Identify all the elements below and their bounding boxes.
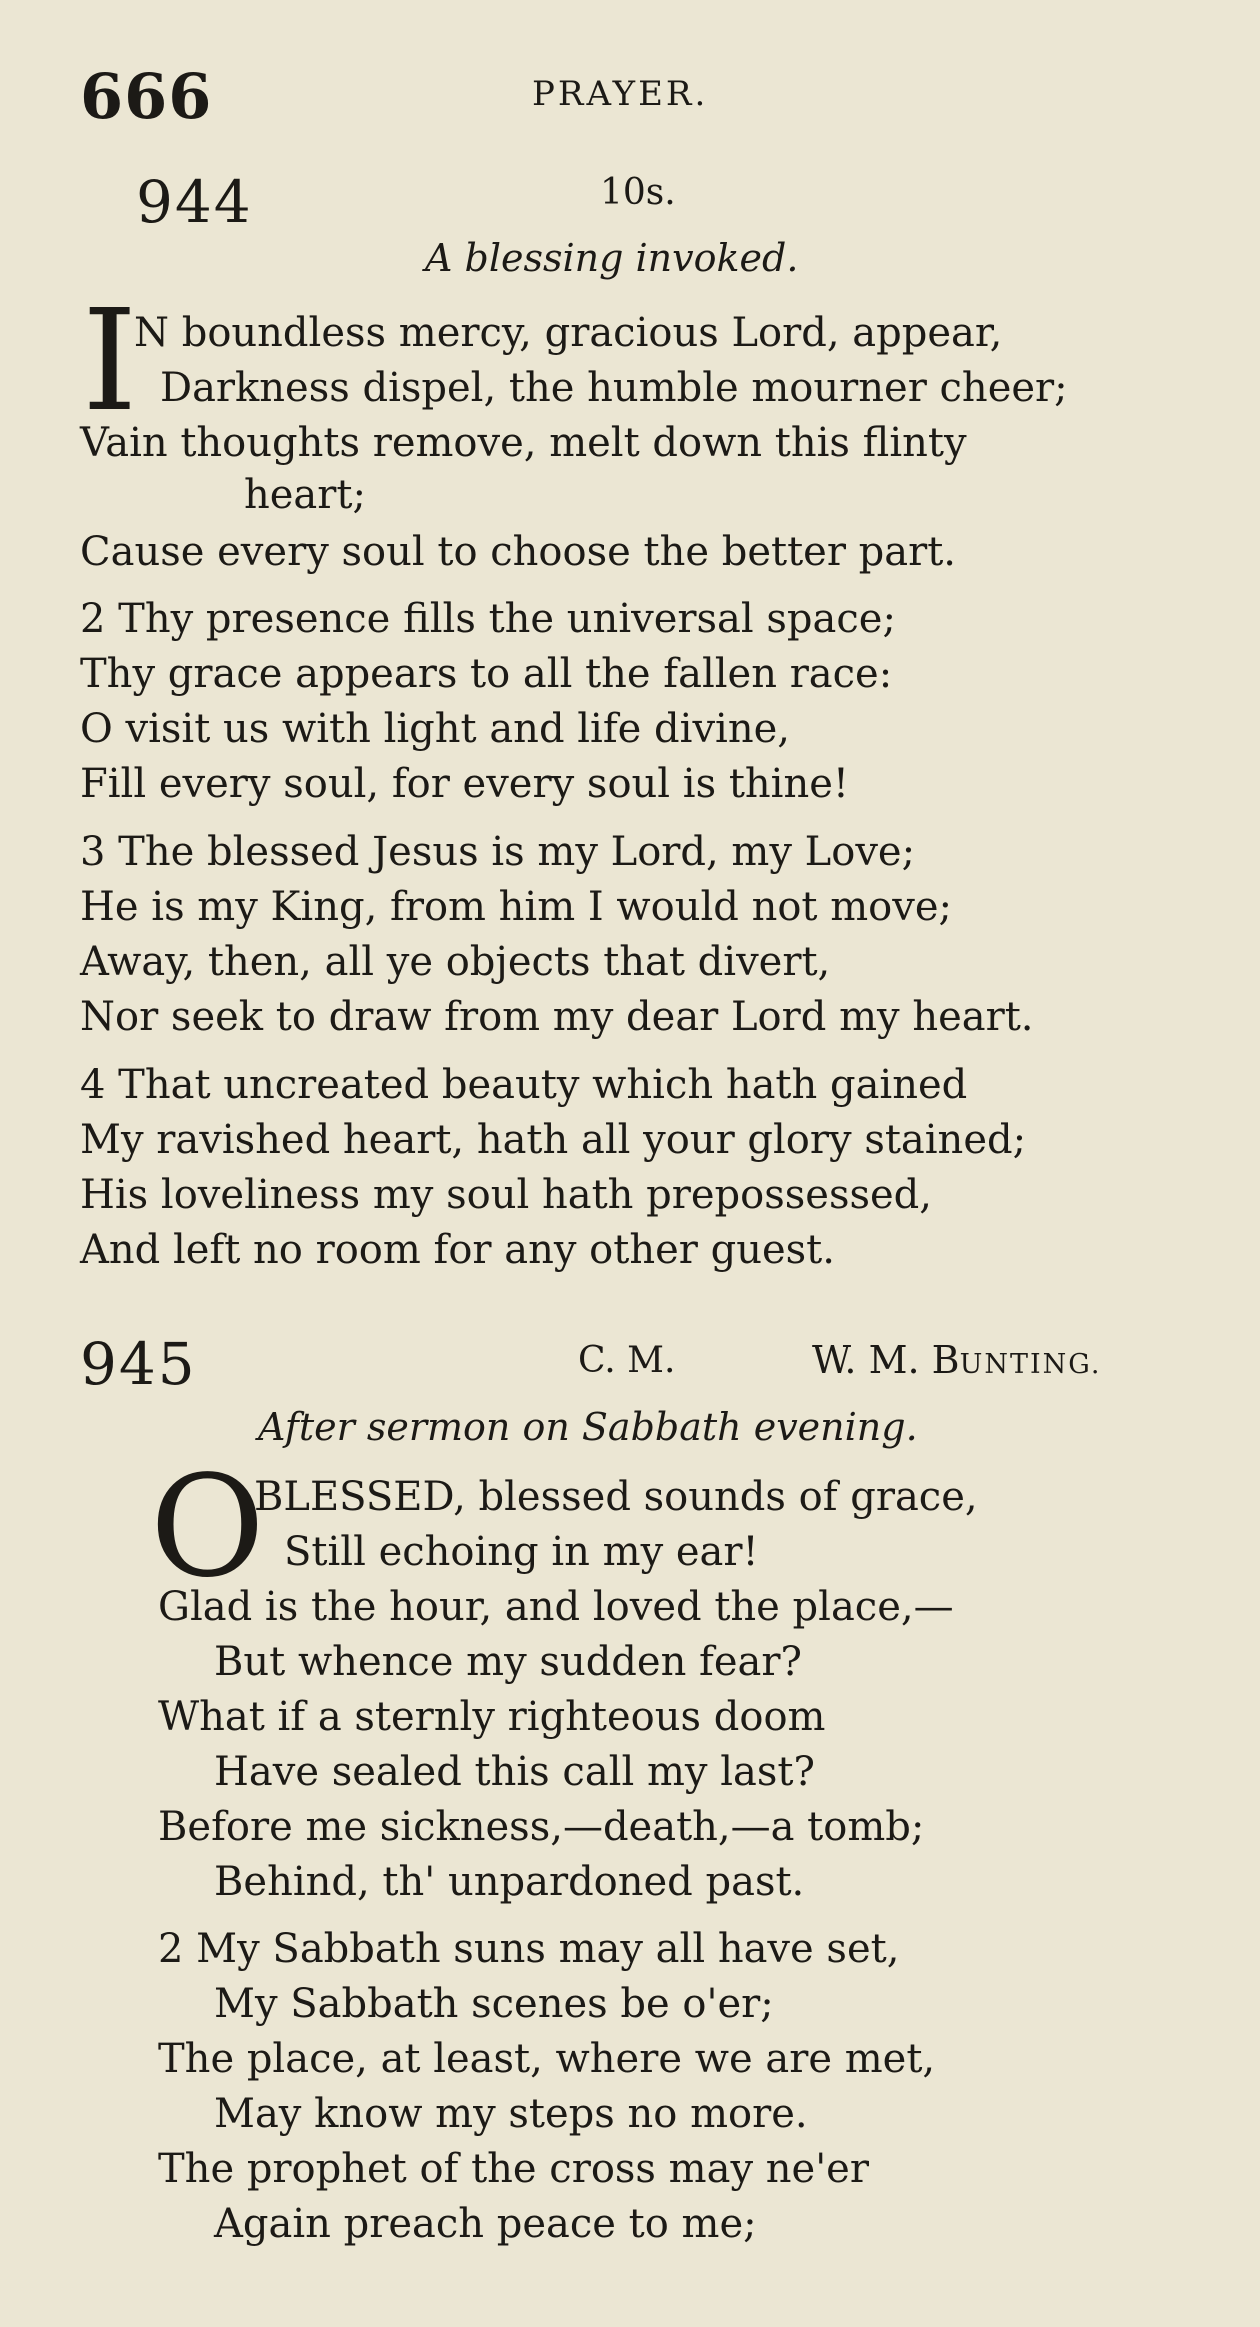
verse-line: Thy grace appears to all the fallen race: xyxy=(80,651,893,697)
verse-line: And left no room for any other guest. xyxy=(80,1227,835,1273)
verse-line: Fill every soul, for every soul is thine! xyxy=(80,761,849,807)
verse-line: Have sealed this call my last? xyxy=(214,1749,815,1795)
verse-line: O visit us with light and life divine, xyxy=(80,706,790,752)
verse-line: BLESSED, blessed sounds of grace, xyxy=(254,1474,978,1520)
running-title: PRAYER. xyxy=(532,74,709,114)
verse-line: 3 The blessed Jesus is my Lord, my Love; xyxy=(80,829,916,875)
verse-line: Glad is the hour, and loved the place,— xyxy=(158,1584,954,1630)
verse-line: 2 My Sabbath suns may all have set, xyxy=(158,1926,900,1972)
page-number: 666 xyxy=(80,60,213,133)
hymn-meter: 10s. xyxy=(600,172,676,213)
verse-line: What if a sternly righteous doom xyxy=(158,1694,826,1740)
verse-line: heart; xyxy=(244,472,366,518)
hymn-number: 945 xyxy=(80,1330,197,1398)
hymn-meter: C. M. xyxy=(578,1340,676,1381)
verse-line: Before me sickness,—death,—a tomb; xyxy=(158,1804,925,1850)
drop-cap: O xyxy=(150,1446,265,1609)
verse-line: My ravished heart, hath all your glory stained; xyxy=(80,1117,1027,1163)
verse-line: Still echoing in my ear! xyxy=(284,1529,759,1575)
verse-line: Cause every soul to choose the better part. xyxy=(80,529,957,575)
verse-line: Again preach peace to me; xyxy=(214,2201,757,2247)
verse-line: 2 Thy presence fills the universal space; xyxy=(80,596,896,642)
verse-line: He is my King, from him I would not move; xyxy=(80,884,952,930)
drop-cap: I xyxy=(82,280,138,443)
verse-line: His loveliness my soul hath prepossessed, xyxy=(80,1172,932,1218)
verse-line: Nor seek to draw from my dear Lord my heart. xyxy=(80,994,1034,1040)
verse-line: My Sabbath scenes be o'er; xyxy=(214,1981,774,2027)
verse-line: Vain thoughts remove, melt down this flinty xyxy=(80,420,967,466)
verse-line: May know my steps no more. xyxy=(214,2091,808,2137)
verse-line: Away, then, all ye objects that divert, xyxy=(80,939,831,985)
author-initials: W. M. B xyxy=(812,1338,960,1382)
verse-line: 4 That uncreated beauty which hath gained xyxy=(80,1062,968,1108)
author-surname: UNTING. xyxy=(959,1349,1102,1380)
hymn-number: 944 xyxy=(136,168,253,236)
hymn-author xyxy=(812,1338,1101,1382)
verse-line: But whence my sudden fear? xyxy=(214,1639,802,1685)
hymn-subtitle: After sermon on Sabbath evening. xyxy=(258,1405,918,1449)
verse-line: The prophet of the cross may ne'er xyxy=(158,2146,869,2192)
hymn-subtitle: A blessing invoked. xyxy=(425,236,799,280)
verse-line: Darkness dispel, the humble mourner cheer; xyxy=(160,365,1068,411)
verse-line: Behind, th' unpardoned past. xyxy=(214,1859,805,1905)
verse-line: N boundless mercy, gracious Lord, appear, xyxy=(134,310,1003,356)
verse-line: The place, at least, where we are met, xyxy=(158,2036,936,2082)
